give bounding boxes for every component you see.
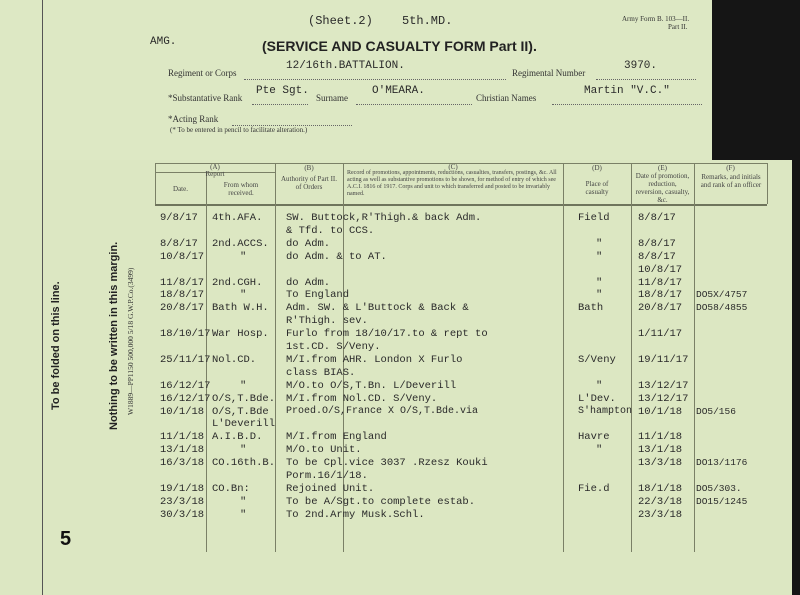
entry-record: M/I.from AHR. London X Furlo <box>286 353 463 366</box>
form-title: (SERVICE AND CASUALTY FORM Part II). <box>262 38 537 54</box>
table-row <box>0 367 792 379</box>
entry-date: 23/3/18 <box>160 495 205 508</box>
entry-record: M/I.from Nol.CD. S/Veny. <box>286 392 438 405</box>
pencil-note: (* To be entered in pencil to facilitate alteration.) <box>170 126 308 134</box>
entry-date: 18/8/17 <box>160 289 205 302</box>
col-e-letter: (E) <box>658 164 667 172</box>
entry-from: Bath W.H. <box>212 302 269 315</box>
col-a-title: Report <box>205 170 225 178</box>
entry-place: S'hampton <box>578 405 633 417</box>
page-mark: 5 <box>60 528 72 550</box>
entry-record: M/O.to Unit. <box>286 444 362 457</box>
entry-remarks: DO5/303. <box>696 482 742 494</box>
entry-effective-date: 23/3/18 <box>638 508 683 521</box>
table-row <box>0 315 792 327</box>
entry-place: " <box>596 250 603 263</box>
col-date-header: Date. <box>173 185 188 193</box>
margin-instruction: Nothing to be written in this margin. <box>108 241 120 430</box>
table-row <box>0 509 792 521</box>
col-from-header: From whom received. <box>223 181 259 197</box>
entry-effective-date: 8/8/17 <box>638 250 676 263</box>
entry-place: Havre <box>578 431 610 444</box>
col-c-letter: (C) <box>448 163 458 171</box>
rank-value: Pte Sgt. <box>256 85 309 97</box>
entry-from: " <box>240 444 247 457</box>
entry-record: M/I.from England <box>286 431 387 444</box>
amg-code: AMG. <box>150 36 177 48</box>
col-e-title: Date of promotion, reduction, reversion, casualty, &c. <box>635 172 690 204</box>
entry-place: Field <box>578 212 610 224</box>
entry-effective-date: 13/12/17 <box>638 392 689 405</box>
table-row <box>0 457 792 469</box>
district: 5th.MD. <box>402 14 453 28</box>
entry-record: Rejoined Unit. <box>286 482 375 495</box>
table-row <box>0 212 792 224</box>
col-a-letter: (A) <box>210 163 220 171</box>
regiment-label: Regiment or Corps <box>168 68 237 78</box>
entry-date: 16/3/18 <box>160 457 205 470</box>
entry-effective-date: 22/3/18 <box>638 495 683 508</box>
table-row <box>0 328 792 340</box>
table-row <box>0 251 792 263</box>
table-row <box>0 380 792 392</box>
entry-place: " <box>596 276 603 289</box>
entry-remarks: DO13/1176 <box>696 457 748 469</box>
entry-place: S/Veny <box>578 353 616 366</box>
entry-record: Porm.16/1/18. <box>286 470 368 482</box>
entry-from: 4th.AFA. <box>212 212 263 224</box>
entry-record: To be Cpl.vice 3037 .Rzesz Kouki <box>286 457 488 470</box>
entry-from: Nol.CD. <box>212 353 257 366</box>
entry-remarks: DO15/1245 <box>696 495 748 507</box>
entry-remarks: DO5X/4757 <box>696 289 748 301</box>
entry-place: " <box>596 289 603 302</box>
surname-value: O'MEARA. <box>372 85 425 97</box>
entry-remarks: DO58/4855 <box>696 302 748 314</box>
entry-effective-date: 18/1/18 <box>638 482 683 495</box>
entry-from: A.I.B.D. <box>212 431 263 444</box>
table-row <box>0 431 792 443</box>
entry-effective-date: 11/1/18 <box>638 431 683 444</box>
col-b-letter: (B) <box>304 164 314 172</box>
sheet-number: (Sheet.2) <box>308 14 373 28</box>
table-row <box>0 444 792 456</box>
entry-date: 16/12/17 <box>160 379 211 392</box>
entry-effective-date: 11/8/17 <box>638 276 683 289</box>
table-row <box>0 289 792 301</box>
entry-from: CO.16th.B. <box>212 457 276 470</box>
print-code: W1889—PP1150 500,000 5/18 G.W.P.Co.(3499) <box>126 267 135 415</box>
entry-date: 19/1/18 <box>160 482 205 495</box>
entry-date: 11/8/17 <box>160 276 205 289</box>
entry-from: War Hosp. <box>212 328 269 341</box>
entry-effective-date: 13/1/18 <box>638 444 683 457</box>
entry-from: O/S,T.Bde <box>212 405 269 418</box>
entry-place: L'Dev. <box>578 392 616 405</box>
entry-effective-date: 19/11/17 <box>638 353 689 366</box>
entry-from: CO.Bn: <box>212 482 250 495</box>
entry-record: M/O.to O/S,T.Bn. L/Deverill <box>286 379 457 392</box>
entry-effective-date: 10/1/18 <box>638 405 683 418</box>
entry-effective-date: 18/8/17 <box>638 289 683 302</box>
acting-rank-label: *Acting Rank <box>168 114 219 124</box>
entry-from: 2nd.ACCS. <box>212 237 269 250</box>
entry-effective-date: 13/3/18 <box>638 457 683 470</box>
entry-record: To be A/Sgt.to complete estab. <box>286 495 476 508</box>
entry-from: L'Deverill <box>212 418 276 431</box>
entry-date: 25/11/17 <box>160 353 211 366</box>
army-form-part: Part II. <box>668 23 688 31</box>
table-row <box>0 302 792 314</box>
entry-effective-date: 13/12/17 <box>638 379 689 392</box>
entry-record: Adm. SW. & L'Buttock & Back & <box>286 302 469 315</box>
entry-date: 9/8/17 <box>160 212 198 224</box>
entry-record: Proed.O/S,France X O/S,T.Bde.via <box>286 405 479 417</box>
table-row <box>0 341 792 353</box>
entry-date: 10/1/18 <box>160 405 205 418</box>
entry-record: & Tfd. to CCS. <box>286 224 375 237</box>
entry-remarks: DO5/156 <box>696 405 736 417</box>
col-f-title: Remarks, and initials and rank of an officer <box>700 173 762 189</box>
table-row <box>0 393 792 405</box>
col-d-title: Place of casualty <box>585 180 609 196</box>
entry-from: " <box>240 495 247 508</box>
entry-date: 11/1/18 <box>160 431 205 444</box>
entry-place: " <box>596 379 603 392</box>
col-c-title: Record of promotions, appointments, reductions, casualties, transfers, postings, &c. All acting as well as substantive promotions to be shown, for method of entry of which see A.C.I. 1816 of 1917. Corps and unit to which transferred and posted to be invariably named. <box>347 170 557 197</box>
entry-place: Bath <box>578 302 604 315</box>
col-d-letter: (D) <box>592 164 602 172</box>
entry-date: 20/8/17 <box>160 302 205 315</box>
entry-record: To 2nd.Army Musk.Schl. <box>286 508 425 521</box>
reg-number-value: 3970. <box>624 60 658 72</box>
christian-label: Christian Names <box>476 93 537 103</box>
entry-effective-date: 1/11/17 <box>638 328 683 341</box>
entry-from: " <box>240 508 247 521</box>
fold-instruction: To be folded on this line. <box>50 281 62 410</box>
entry-place: " <box>596 237 603 250</box>
entry-place: Fie.d <box>578 482 610 495</box>
entry-date: 18/10/17 <box>160 328 211 341</box>
table-row <box>0 483 792 495</box>
entry-from: " <box>240 379 247 392</box>
entry-date: 13/1/18 <box>160 444 205 457</box>
regiment-value: 12/16th.BATTALION. <box>286 60 405 72</box>
entry-date: 30/3/18 <box>160 508 205 521</box>
entry-record: Furlo from 18/10/17.to & rept to <box>286 328 488 341</box>
entry-record: 1st.CD. S/Veny. <box>286 341 381 353</box>
entry-record: R'Thigh. sev. <box>286 315 368 328</box>
entry-effective-date: 8/8/17 <box>638 212 676 224</box>
entry-from: 2nd.CGH. <box>212 276 263 289</box>
table-row <box>0 418 792 430</box>
surname-label: Surname <box>316 93 348 103</box>
entry-record: do Adm. & to AT. <box>286 250 387 263</box>
entry-record: SW. Buttock,R'Thigh.& back Adm. <box>286 212 482 224</box>
table-row <box>0 264 792 276</box>
entry-from: " <box>240 289 247 302</box>
entry-record: do Adm. <box>286 276 331 289</box>
table-row <box>0 225 792 237</box>
entry-date: 10/8/17 <box>160 250 205 263</box>
entry-date: 8/8/17 <box>160 237 198 250</box>
table-row <box>0 496 792 508</box>
rank-label: *Substantative Rank <box>168 93 243 103</box>
col-f-letter: (F) <box>726 164 735 172</box>
entry-effective-date: 10/8/17 <box>638 263 683 276</box>
entry-record: class BIAS. <box>286 366 356 379</box>
entry-date: 16/12/17 <box>160 392 211 405</box>
army-form-number: Army Form B. 103—II. <box>622 15 690 23</box>
entry-effective-date: 8/8/17 <box>638 237 676 250</box>
table-row <box>0 354 792 366</box>
entry-from: O/S,T.Bde. <box>212 392 276 405</box>
entry-from: " <box>240 250 247 263</box>
table-row <box>0 277 792 289</box>
table-row <box>0 406 792 418</box>
entry-effective-date: 20/8/17 <box>638 302 683 315</box>
entry-record: To England <box>286 289 350 302</box>
table-row <box>0 470 792 482</box>
col-b-title: Authority of Part II. of Orders <box>281 175 337 191</box>
table-row <box>0 238 792 250</box>
reg-number-label: Regimental Number <box>512 68 586 78</box>
christian-value: Martin "V.C." <box>584 85 670 97</box>
entry-record: do Adm. <box>286 237 331 250</box>
entry-place: " <box>596 444 603 457</box>
